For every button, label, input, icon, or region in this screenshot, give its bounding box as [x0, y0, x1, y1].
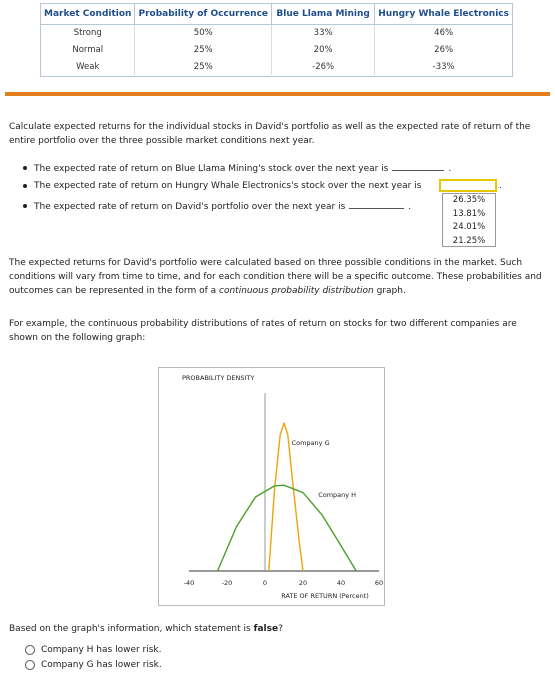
radio-button[interactable]	[25, 645, 35, 655]
table-cell: 50%	[135, 24, 272, 41]
question-period: .	[499, 181, 502, 191]
column-header: Blue Llama Mining	[272, 4, 375, 24]
table-row	[41, 41, 512, 58]
x-tick-label: 60	[374, 579, 384, 587]
example-paragraph: For example, the continuous probability distributions of rates of return on stocks for two different companies are shown on the following graph:	[9, 319, 517, 343]
paragraph-text: The expected returns for David's portfolio were calculated based on three possible conditions in the market. Such conditions will vary from time to time, and for each condition there will be a specific outcome. These probabilities and outcomes can be represented in the form of a	[9, 258, 542, 296]
answer-blank-blue-llama[interactable]	[392, 161, 444, 171]
probability-distribution-graph	[158, 367, 385, 606]
x-tick-label: 40	[336, 579, 346, 587]
question-period: .	[448, 164, 452, 174]
question-portfolio	[34, 199, 504, 213]
option-label: Company H has lower risk.	[41, 645, 162, 655]
table-cell: 33%	[272, 24, 375, 41]
dropdown-option[interactable]: 21.25%	[452, 235, 486, 246]
emphasis-text: continuous probability distribution	[219, 286, 374, 296]
radio-button[interactable]	[25, 660, 35, 670]
table-cell: 20%	[272, 41, 375, 58]
dropdown-option[interactable]: 26.35%	[452, 195, 486, 205]
table-cell: 25%	[135, 58, 272, 75]
paragraph-text: graph.	[373, 286, 406, 296]
table-header-row	[41, 4, 512, 24]
distribution-chart	[159, 368, 386, 607]
market-table	[41, 4, 512, 75]
table-cell: 25%	[135, 41, 272, 58]
question-text: The expected rate of return on Hungry Whale Electronics's stock over the next year is	[34, 181, 422, 191]
option-label: Company G has lower risk.	[41, 660, 162, 670]
dropdown-options-list	[442, 193, 496, 247]
question-period: .	[408, 202, 412, 212]
distribution-paragraph	[9, 256, 549, 298]
x-axis-label: RATE OF RETURN (Percent)	[281, 592, 369, 600]
company-g-label: Company G	[291, 439, 330, 447]
table-cell: Normal	[41, 41, 135, 58]
question-text: ?	[278, 624, 283, 634]
final-question	[9, 622, 283, 636]
column-header: Market Condition	[41, 4, 135, 24]
answer-dropdown-hungry-whale[interactable]	[439, 179, 497, 192]
question-hungry-whale	[34, 179, 504, 193]
column-header: Probability of Occurrence	[135, 4, 272, 24]
question-emphasis: false	[253, 624, 279, 634]
market-conditions-table	[40, 3, 513, 77]
x-tick-label: -20	[221, 579, 233, 587]
answer-blank-portfolio[interactable]	[349, 199, 404, 209]
dropdown-option[interactable]: 24.01%	[452, 222, 486, 232]
table-cell: -26%	[272, 58, 375, 75]
x-tick-label: 20	[298, 579, 308, 587]
section-divider	[5, 92, 550, 96]
table-cell: Strong	[41, 24, 135, 41]
intro-paragraph: Calculate expected returns for the individual stocks in David's portfolio as well as the expected rate of return of the entire portfolio over the three possible market conditions next year.	[9, 122, 531, 146]
dropdown-option[interactable]: 13.81%	[452, 208, 486, 219]
table-cell: -33%	[432, 61, 455, 72]
column-header: Hungry Whale Electronics	[375, 4, 512, 24]
table-cell: 26%	[434, 44, 454, 55]
question-text: Based on the graph's information, which statement is	[9, 624, 254, 634]
table-cell: Weak	[41, 58, 135, 75]
company-h-label: Company H	[318, 491, 357, 500]
question-text: The expected rate of return on Blue Llama Mining's stock over the next year is	[34, 164, 389, 174]
table-row	[41, 58, 512, 75]
question-blue-llama	[34, 161, 504, 175]
table-row	[41, 24, 512, 41]
x-tick-label: 0	[262, 579, 268, 587]
x-tick-label: -40	[183, 579, 195, 587]
y-axis-label: PROBABILITY DENSITY	[182, 374, 255, 382]
table-cell: 46%	[434, 27, 454, 38]
question-text: The expected rate of return on David's portfolio over the next year is	[34, 202, 346, 212]
